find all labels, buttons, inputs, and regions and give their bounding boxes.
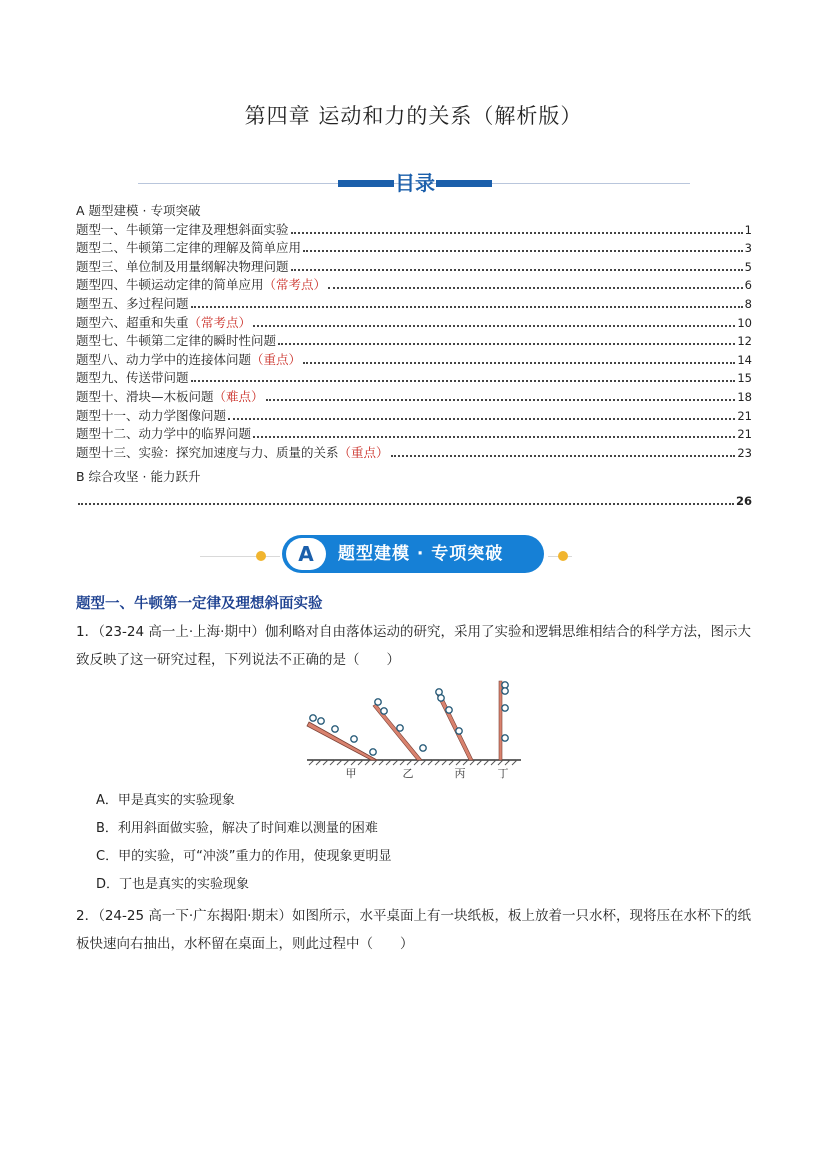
banner-dot-right xyxy=(558,551,568,561)
toc-leader-dots xyxy=(191,306,743,308)
toc-item-page: 21 xyxy=(737,408,752,423)
toc-section-b-page-row[interactable] xyxy=(76,492,752,511)
galileo-incline-figure xyxy=(305,676,523,786)
figure-label-jia: 甲 xyxy=(345,767,357,780)
toc-item-page: 14 xyxy=(737,352,752,367)
toc-item-10[interactable] xyxy=(76,387,752,406)
toc-section-b: B 综合攻坚 · 能力跃升 xyxy=(76,468,201,484)
figure-label-yi: 乙 xyxy=(402,767,414,780)
toc-item-text: 题型十、滑块—木板问题 xyxy=(76,388,214,404)
section-a-banner xyxy=(200,535,572,575)
option-c[interactable]: C．甲的实验，可“冲淡”重力的作用，使现象更明显 xyxy=(96,849,392,864)
toc-item-text: 题型九、传送带问题 xyxy=(76,370,189,386)
section-a-title: 题型建模 · 专项突破 xyxy=(338,544,504,564)
incline-bing xyxy=(436,692,473,760)
toc-item-text: 题型五、多过程问题 xyxy=(76,295,189,311)
toc-item-4[interactable] xyxy=(76,276,752,295)
toc-item-page: 1 xyxy=(744,222,752,237)
toc-item-tag: （常考点） xyxy=(188,314,252,330)
toc-leader-dots xyxy=(191,380,736,382)
toc-item-page: 18 xyxy=(737,389,752,404)
toc-item-text: 题型四、牛顿运动定律的简单应用 xyxy=(76,277,264,293)
toc-item-text: 题型十三、实验：探究加速度与力、质量的关系 xyxy=(76,444,339,460)
toc-item-tag: （重点） xyxy=(251,351,302,367)
toc-banner-label: 目录 xyxy=(395,171,435,195)
toc-leader-dots xyxy=(303,250,743,252)
toc-item-2[interactable] xyxy=(76,239,752,258)
toc-section-a: A 题型建模 · 专项突破 xyxy=(76,203,201,218)
toc-item-text: 题型二、牛顿第二定律的理解及简单应用 xyxy=(76,240,302,256)
toc-item-page: 21 xyxy=(737,427,752,442)
table-of-contents xyxy=(76,202,752,510)
toc-item-page: 23 xyxy=(737,445,752,460)
toc-leader-dots xyxy=(391,455,736,457)
toc-item-page: 12 xyxy=(737,334,752,349)
toc-leader-dots xyxy=(303,362,735,364)
balls-ding xyxy=(502,682,508,741)
toc-item-12[interactable] xyxy=(76,425,752,444)
toc-item-9[interactable] xyxy=(76,369,752,388)
toc-item-page: 3 xyxy=(744,241,752,256)
toc-item-tag: （难点） xyxy=(213,388,264,404)
toc-leader-dots xyxy=(78,503,734,505)
toc-section-b-page: 26 xyxy=(735,494,752,509)
toc-item-7[interactable] xyxy=(76,332,752,351)
toc-banner-bar-left xyxy=(338,180,394,187)
toc-item-tag: （重点） xyxy=(338,444,389,460)
question-1-stem: 1．（23-24 高一上·上海·期中）伽利略对自由落体运动的研究，采用了实验和逻辑思维相结合的科学方法，图示大致反映了这一研究过程，下列说法不正确的是（ ） xyxy=(76,624,751,668)
toc-leader-dots xyxy=(253,325,735,327)
incline-jia xyxy=(307,722,377,760)
toc-item-11[interactable] xyxy=(76,406,752,425)
option-d[interactable]: D．丁也是真实的实验现象 xyxy=(96,877,250,892)
toc-item-text: 题型七、牛顿第二定律的瞬时性问题 xyxy=(76,333,277,349)
toc-leader-dots xyxy=(328,287,743,289)
toc-item-page: 6 xyxy=(744,278,752,293)
toc-item-text: 题型十一、动力学图像问题 xyxy=(76,407,227,423)
balls-bing xyxy=(436,689,462,734)
option-b[interactable]: B．利用斜面做实验，解决了时间难以测量的困难 xyxy=(96,821,378,836)
question-2-stem: 2．（24-25 高一下·广东揭阳·期末）如图所示，水平桌面上有一块纸板，板上放着一只水杯，现将压在水杯下的纸板快速向右抽出，水杯留在桌面上，则此过程中（ ） xyxy=(76,908,751,952)
section-a-letter: A xyxy=(286,538,326,570)
toc-item-8[interactable] xyxy=(76,350,752,369)
toc-item-page: 15 xyxy=(737,371,752,386)
banner-dot-left xyxy=(256,551,266,561)
toc-item-text: 题型八、动力学中的连接体问题 xyxy=(76,351,252,367)
figure-label-bing: 丙 xyxy=(454,767,466,780)
section-a-pill xyxy=(282,535,544,573)
toc-item-13[interactable] xyxy=(76,443,752,462)
toc-item-text: 题型三、单位制及用量纲解决物理问题 xyxy=(76,258,289,274)
toc-item-1[interactable] xyxy=(76,220,752,239)
toc-leader-dots xyxy=(253,436,735,438)
toc-item-3[interactable] xyxy=(76,257,752,276)
toc-leader-dots xyxy=(291,232,743,234)
toc-item-page: 8 xyxy=(744,296,752,311)
banner-divider-left xyxy=(200,556,280,557)
question-1-options xyxy=(96,787,392,899)
toc-leader-dots xyxy=(266,399,736,401)
incline-ding xyxy=(499,681,502,760)
figure-label-ding: 丁 xyxy=(497,767,509,780)
toc-item-6[interactable] xyxy=(76,313,752,332)
incline-yi xyxy=(373,704,422,760)
toc-item-text: 题型十二、动力学中的临界问题 xyxy=(76,426,252,442)
option-a[interactable]: A．甲是真实的实验现象 xyxy=(96,793,235,808)
toc-leader-dots xyxy=(278,343,735,345)
toc-item-text: 题型六、超重和失重 xyxy=(76,314,189,330)
toc-item-text: 题型一、牛顿第一定律及理想斜面实验 xyxy=(76,221,289,237)
toc-banner xyxy=(138,166,690,196)
toc-item-5[interactable] xyxy=(76,294,752,313)
toc-item-page: 5 xyxy=(744,259,752,274)
toc-leader-dots xyxy=(228,418,735,420)
balls-jia xyxy=(310,715,376,755)
toc-item-tag: （常考点） xyxy=(263,277,327,293)
toc-item-page: 10 xyxy=(737,315,752,330)
balls-yi xyxy=(375,699,426,751)
toc-banner-bar-right xyxy=(436,180,492,187)
topic-1-heading: 题型一、牛顿第一定律及理想斜面实验 xyxy=(76,596,323,612)
toc-leader-dots xyxy=(291,269,743,271)
document-title: 第四章 运动和力的关系（解析版） xyxy=(244,104,583,128)
